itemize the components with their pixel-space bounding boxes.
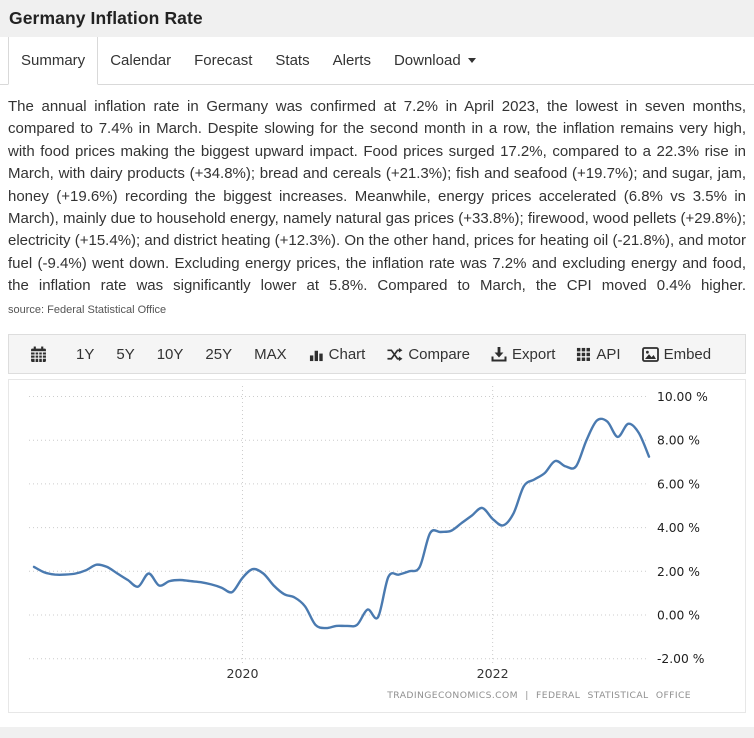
- image-icon: [642, 347, 659, 362]
- calendar-button[interactable]: [30, 346, 52, 363]
- range-button-10y[interactable]: 10Y: [156, 345, 184, 363]
- tab-summary[interactable]: Summary: [8, 37, 98, 85]
- chart-attribution: TRADINGECONOMICS.COM | FEDERAL STATISTICAL OFFICE: [387, 690, 691, 702]
- page-title: Germany Inflation Rate: [9, 8, 203, 28]
- y-axis-tick-label: 0.00 %: [657, 608, 700, 623]
- summary-text: The annual inflation rate in Germany was confirmed at 7.2% in April 2023, the lowest in seven months, compared to 7.4% in March. Despite slowing for the second month in a row, the inflation remains very high, with food prices making the biggest upward impact. Food prices surged 17.2%, compared to a 22.3% rise in March, with dairy products (+34.8%); bread and cereals (+21.3%); fish and seafood (+19.7%); and sugar, jam, honey (+19.6%) recording the biggest increases. Meanwhile, energy prices accelerated (6.8% vs 3.5% in March), mainly due to household energy, namely natural gas prices (+33.8%); firewood, wood pellets (+29.8%); electricity (+15.4%); and district heating (+12.3%). On the other hand, prices for heating oil (-21.8%), and motor fuel (-9.4%) went down. Excluding energy prices, the inflation rate was 7.2% and excluding energy and food, the inflation rate was significantly lower at 5.8%. Compared to March, the CPI moved 0.4% higher.: [8, 98, 746, 295]
- chart-type-button[interactable]: Chart: [309, 346, 366, 363]
- chart-toolbar: [8, 334, 746, 374]
- y-axis-tick-label: 6.00 %: [657, 477, 700, 492]
- calendar-icon: [30, 346, 47, 363]
- tab-calendar[interactable]: Calendar: [110, 52, 172, 69]
- range-button-5y[interactable]: 5Y: [116, 345, 135, 363]
- embed-button[interactable]: Embed: [642, 346, 712, 363]
- tab-forecast[interactable]: Forecast: [194, 52, 253, 69]
- tab-alerts[interactable]: Alerts: [332, 52, 371, 69]
- range-button-1y[interactable]: 1Y: [76, 345, 95, 363]
- y-axis-tick-label: 4.00 %: [657, 521, 700, 536]
- compare-button[interactable]: Compare: [386, 346, 470, 363]
- range-button-max[interactable]: MAX: [254, 345, 287, 363]
- y-axis-tick-label: 10.00 %: [657, 390, 708, 405]
- inflation-line-series[interactable]: [34, 419, 649, 628]
- tab-stats[interactable]: Stats: [275, 52, 310, 69]
- range-button-25y[interactable]: 25Y: [205, 345, 233, 363]
- y-axis-tick-label: 2.00 %: [657, 564, 700, 579]
- bar-chart-icon: [309, 347, 324, 362]
- api-button[interactable]: API: [576, 346, 620, 363]
- y-axis-tick-label: -2.00 %: [657, 652, 705, 667]
- compare-arrows-icon: [386, 347, 403, 362]
- y-axis-tick-label: 8.00 %: [657, 433, 700, 448]
- bottom-strip: [0, 727, 754, 738]
- summary-paragraph: [8, 96, 746, 321]
- title-bar: [0, 0, 754, 37]
- caret-down-icon: [468, 58, 476, 63]
- grid-icon: [576, 347, 591, 362]
- x-axis-tick-label: 2022: [476, 666, 509, 682]
- download-icon: [491, 346, 507, 362]
- export-button[interactable]: Export: [491, 346, 555, 363]
- inflation-chart[interactable]: [9, 380, 745, 712]
- inflation-chart-panel: [8, 379, 746, 713]
- x-axis-tick-label: 2020: [226, 666, 259, 682]
- tab-download[interactable]: Download: [383, 37, 487, 84]
- tab-bar: [0, 37, 754, 85]
- source-note: source: Federal Statistical Office: [8, 303, 167, 316]
